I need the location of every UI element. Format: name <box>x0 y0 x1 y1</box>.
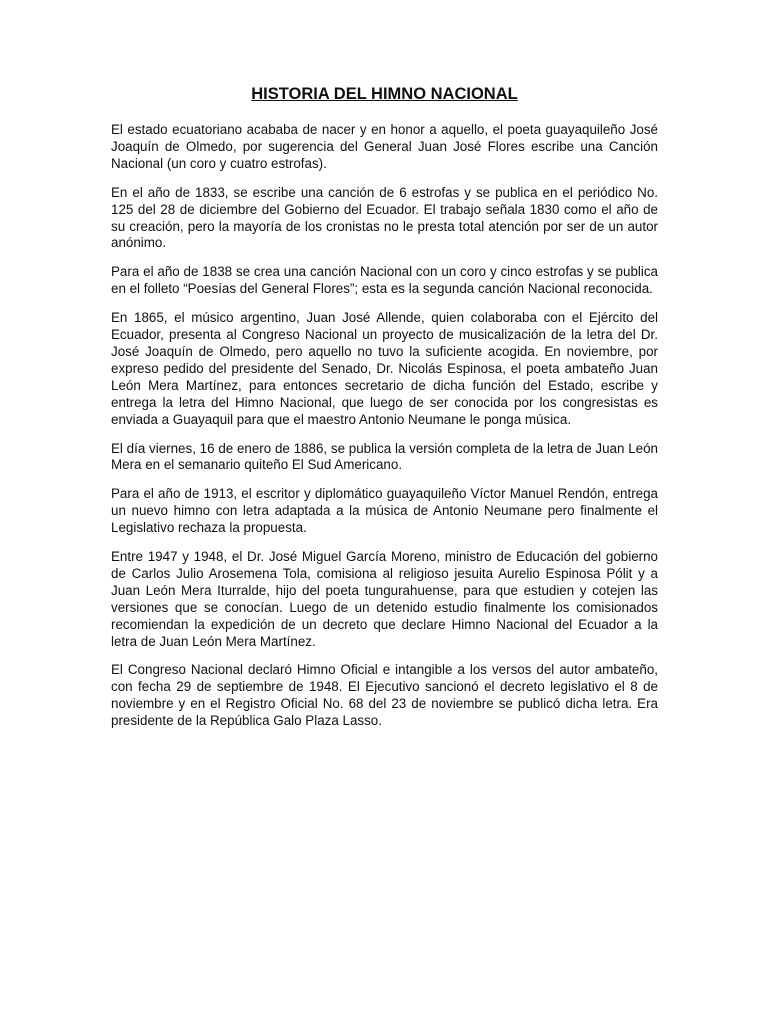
paragraph-2: En el año de 1833, se escribe una canción de 6 estrofas y se publica en el periódico No. 125 del 28 de diciembre del Gobierno del Ecuador. El trabajo señala 1830 como el año de su creación, pero la mayoría de los cronistas no le presta total atención por ser de un autor anónimo. <box>111 184 658 251</box>
paragraph-1: El estado ecuatoriano acababa de nacer y en honor a aquello, el poeta guayaquileño José Joaquín de Olmedo, por sugerencia del General Juan José Flores escribe una Canción Nacional (un coro y cuatro estrofas). <box>111 122 658 171</box>
paragraph-7: Entre 1947 y 1948, el Dr. José Miguel García Moreno, ministro de Educación del gobierno de Carlos Julio Arosemena Tola, comisiona al religioso jesuita Aurelio Espinosa Pólit y a Juan León Mera Iturralde, hijo del poeta tungurahuense, para que estudien y cotejen las versiones que se conocían. Luego de un detenido estudio finalmente los comisionados recomiendan la expedición de un decreto que declare Himno Nacional del Ecuador a la letra de Juan León Mera Martínez. <box>111 549 658 649</box>
paragraph-8: El Congreso Nacional declaró Himno Oficial e intangible a los versos del autor ambateño, con fecha 29 de septiembre de 1948. El Ejecutivo sancionó el decreto legislativo el 8 de noviembre y en el Registro Oficial No. 68 del 23 de noviembre se publicó dicha letra. Era presidente de la República Galo Plaza Lasso. <box>111 662 658 729</box>
paragraph-6: Para el año de 1913, el escritor y diplomático guayaquileño Víctor Manuel Rendón, entrega un nuevo himno con letra adaptada a la música de Antonio Neumane pero finalmente el Legislativo rechaza la propuesta. <box>111 486 658 536</box>
document-title: HISTORIA DEL HIMNO NACIONAL <box>251 85 518 103</box>
document-page <box>111 84 658 742</box>
paragraph-5: El día viernes, 16 de enero de 1886, se publica la versión completa de la letra de Juan León Mera en el semanario quiteño El Sud Americano. <box>111 440 658 473</box>
paragraph-3: Para el año de 1838 se crea una canción Nacional con un coro y cinco estrofas y se publica en el folleto “Poesías del General Flores”; esta es la segunda canción Nacional reconocida. <box>111 264 658 297</box>
paragraph-4: En 1865, el músico argentino, Juan José Allende, quien colaboraba con el Ejército del Ecuador, presenta al Congreso Nacional un proyecto de musicalización de la letra del Dr. José Joaquín de Olmedo, pero aquello no tuvo la suficiente acogida. En noviembre, por expreso pedido del presidente del Senado, Dr. Nicolás Espinosa, el poeta ambateño Juan León Mera Martínez, para entonces secretario de dicha función del Estado, escribe y entrega la letra del Himno Nacional, que luego de ser conocida por los congresistas es enviada a Guayaquil para que el maestro Antonio Neumane le ponga música. <box>111 310 658 427</box>
